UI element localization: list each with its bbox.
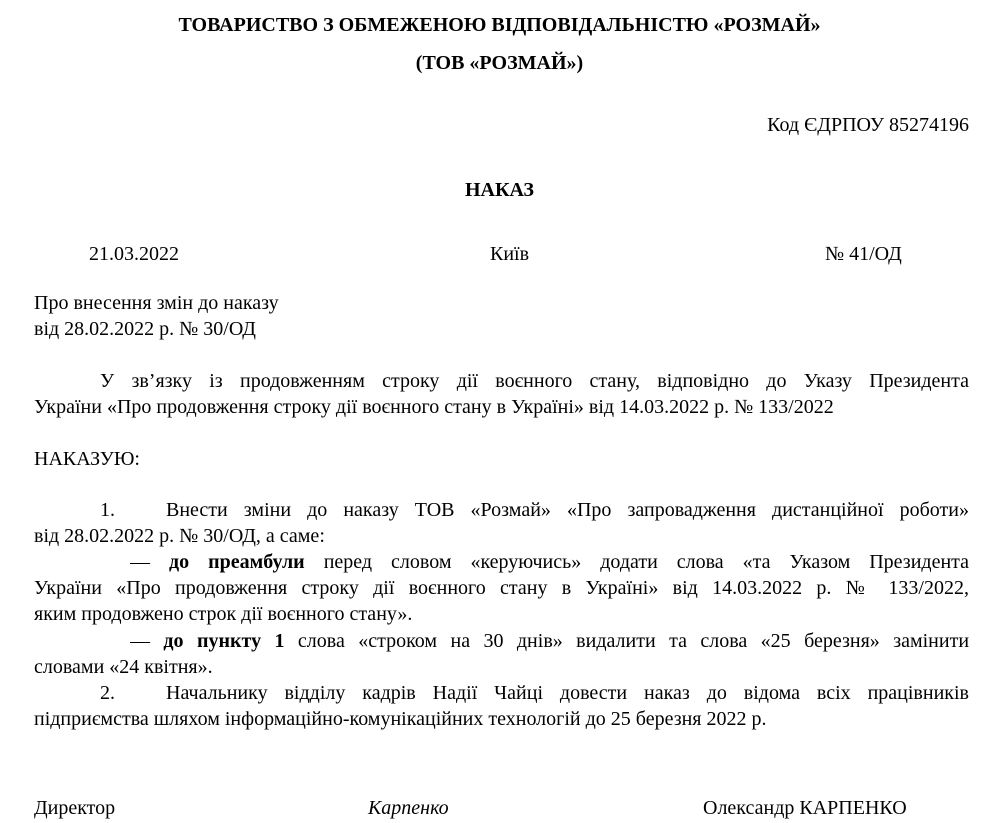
subject-line-2: від 28.02.2022 р. № 30/ОД bbox=[34, 318, 256, 340]
organization-name: ТОВАРИСТВО З ОБМЕЖЕНОЮ ВІДПОВІДАЛЬНІСТЮ «РОЗМАЙ» bbox=[178, 14, 821, 36]
sub-item-2-text: слова «строком на 30 днів» видалити та слова «25 березня» замінити bbox=[297, 630, 969, 652]
sub-item-2-line-1 bbox=[130, 628, 969, 654]
item-2-line-1: Начальнику відділу кадрів Надії Чайці довести наказ до відома всіх працівників bbox=[166, 682, 969, 704]
sub-item-1-line-1 bbox=[130, 549, 969, 575]
preamble-line-2: України «Про продовження строку дії воєнного стану в Україні» від 14.03.2022 р. № 133/2022 bbox=[34, 396, 834, 418]
document-title: НАКАЗ bbox=[464, 179, 534, 201]
sub-item-1-dash: — bbox=[130, 551, 150, 573]
signatory-position: Директор bbox=[34, 797, 116, 819]
sub-item-2-dash: — bbox=[130, 630, 150, 652]
handwritten-signature: Карпенко bbox=[368, 797, 449, 819]
item-2-number: 2. bbox=[100, 682, 115, 704]
signatory-name: Олександр КАРПЕНКО bbox=[703, 797, 907, 819]
item-1-line-1: Внести зміни до наказу ТОВ «Розмай» «Про запровадження дистанційної роботи» bbox=[166, 499, 969, 521]
subject-line-1: Про внесення змін до наказу bbox=[34, 292, 279, 314]
item-1-number: 1. bbox=[100, 499, 115, 521]
sub-item-1-bold-text: до преамбули bbox=[168, 551, 305, 573]
sub-item-1-text: перед словом «керуючись» додати слова «та Указом Президента bbox=[323, 551, 969, 573]
order-word: НАКАЗУЮ: bbox=[34, 448, 140, 470]
item-2-line-2: підприємства шляхом інформаційно-комунікаційних технологій до 25 березня 2022 р. bbox=[34, 708, 767, 730]
sub-item-1-line-3: яким продовжено строк дії воєнного стану». bbox=[34, 603, 413, 625]
item-1-line-2: від 28.02.2022 р. № 30/ОД, а саме: bbox=[34, 525, 325, 547]
sub-item-2-line-2: словами «24 квітня». bbox=[34, 656, 213, 678]
order-number: № 41/ОД bbox=[825, 243, 902, 265]
order-city: Київ bbox=[490, 243, 530, 265]
order-date: 21.03.2022 bbox=[89, 243, 179, 265]
sub-item-2-bold-text: до пункту 1 bbox=[163, 630, 285, 652]
edrpou-code: Код ЄДРПОУ 85274196 bbox=[767, 114, 969, 136]
preamble-line-1: У зв’язку із продовженням строку дії воєнного стану, відповідно до Указу Президента bbox=[100, 370, 969, 392]
sub-item-1-line-2: України «Про продовження строку дії воєнного стану в Україні» від 14.03.2022 р. № 133/2022, bbox=[34, 577, 969, 599]
organization-short-name: (ТОВ «РОЗМАЙ») bbox=[415, 52, 584, 74]
